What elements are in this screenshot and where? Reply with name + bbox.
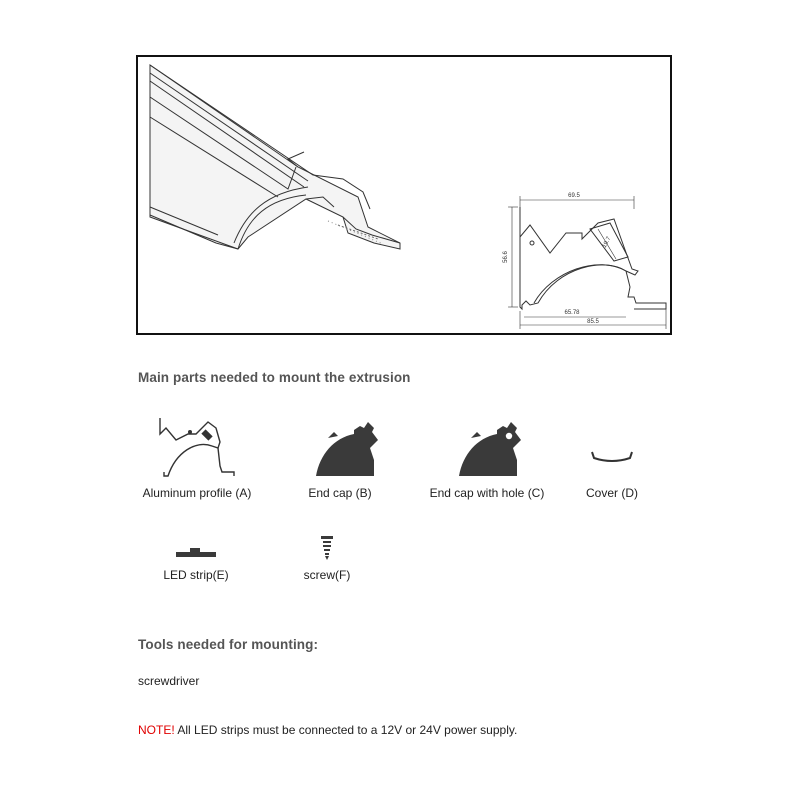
dim-diffuser: 19.7 [601,235,613,250]
part-cover [572,414,652,500]
tools-heading: Tools needed for mounting: [138,637,319,652]
dim-width-top: 69.5 [568,193,580,199]
cross-section-drawing [508,196,666,329]
product-drawing [138,57,670,333]
dim-inner-bottom: 65.78 [564,310,580,316]
dim-width-bottom: 85.5 [587,319,599,325]
tool-item-screwdriver: screwdriver [138,674,200,688]
part-label-c: End cap with hole (C) [429,486,545,500]
part-end-cap-hole [422,414,552,500]
part-label-a: Aluminum profile (A) [142,486,252,500]
note-prefix: NOTE! [138,723,175,737]
cover-icon [582,414,642,480]
part-screw [287,533,367,582]
part-label-e: LED strip(E) [163,568,229,582]
part-label-b: End cap (B) [308,486,372,500]
part-led-strip [146,540,246,582]
product-drawing-frame [136,55,672,335]
part-label-d: Cover (D) [585,486,638,500]
dim-height-left: 56.6 [503,251,509,263]
dimension-labels [503,193,613,325]
extrusion-3d-view [150,65,400,249]
led-strip-icon [166,540,226,562]
part-end-cap [290,414,390,500]
note-text: All LED strips must be connected to a 12V or 24V power supply. [174,723,518,737]
profile-outline-icon [142,414,252,480]
screw-icon [312,533,342,562]
main-parts-heading: Main parts needed to mount the extrusion [138,370,411,385]
end-cap-hole-icon [447,414,527,480]
power-supply-note [138,723,517,737]
part-label-f: screw(F) [303,568,351,582]
end-cap-icon [300,414,380,480]
part-aluminum-profile [137,414,257,500]
